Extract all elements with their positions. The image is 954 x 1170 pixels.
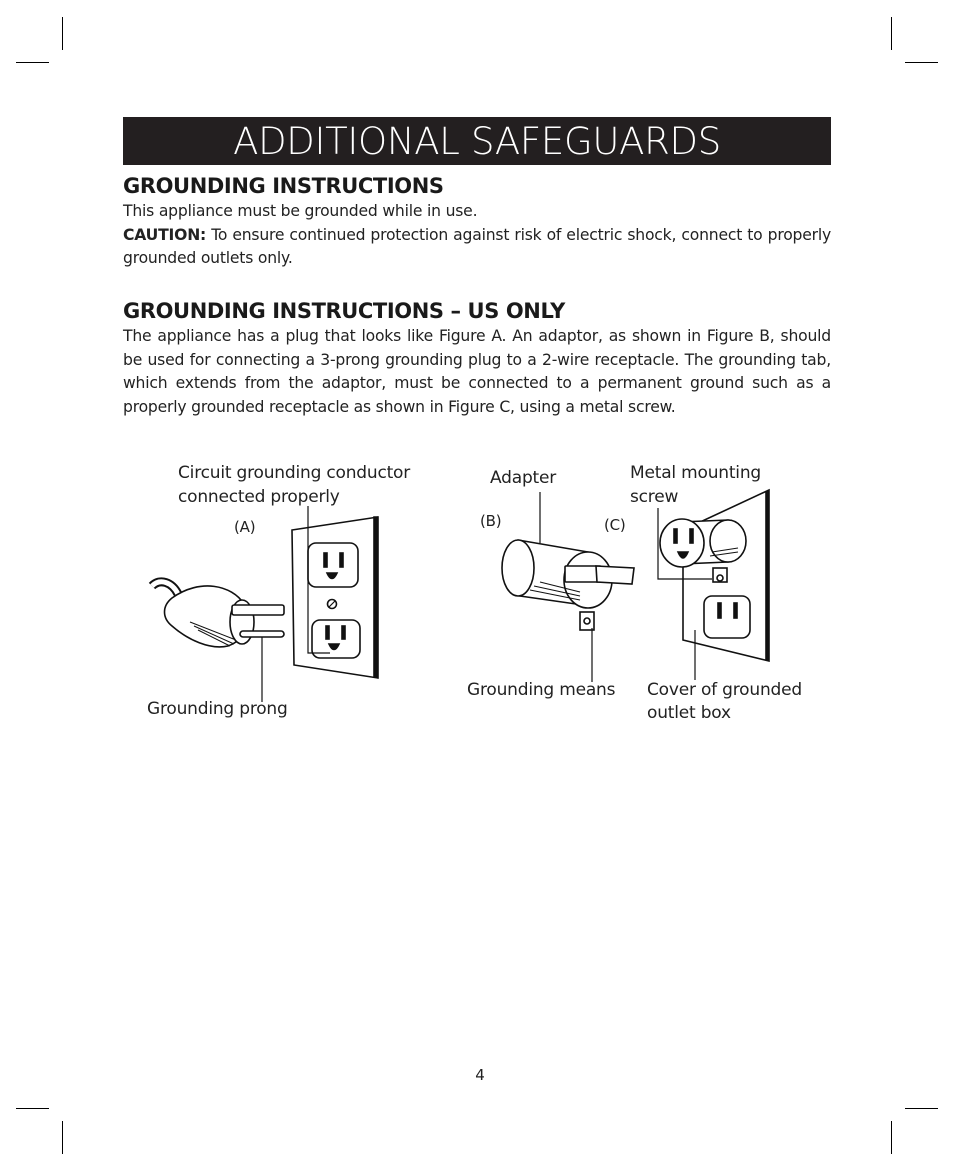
grounding-line: This appliance must be grounded while in use. xyxy=(123,202,478,220)
us-only-paragraph: The appliance has a plug that looks like Figure A. An adaptor, as shown in Figure B, should be used for connecting a 3-prong grounding plug to a 2-wire receptacle. The grounding tab, which extends from the adaptor, must be connected to a permanent ground such as a properly grounded receptacle as shown in Figure C, using a metal screw. xyxy=(123,327,831,416)
circuit-conductor-label-line2: connected properly xyxy=(178,487,340,507)
plug-illustration xyxy=(152,582,284,647)
outlet-cover-label: Cover of grounded xyxy=(647,680,802,700)
caution-body: To ensure continued protection against risk of electric shock, connect to properly grounded outlets only. xyxy=(123,225,831,267)
page-title-banner: ADDITIONAL SAFEGUARDS xyxy=(123,117,831,165)
grounding-means-label: Grounding means xyxy=(467,680,616,700)
caution-label: CAUTION: xyxy=(123,225,207,244)
outlet-cover-label-line2: outlet box xyxy=(647,703,731,723)
figure-c-label: (C) xyxy=(604,516,626,534)
figure-a-label: (A) xyxy=(234,518,256,536)
metal-screw-label-line2: screw xyxy=(630,487,679,507)
adapter-illustration xyxy=(502,540,634,630)
circuit-conductor-label: Circuit grounding conductor xyxy=(178,463,411,483)
adapter-label: Adapter xyxy=(490,468,557,488)
figure-b-label: (B) xyxy=(480,512,502,530)
wall-outlet-a xyxy=(292,517,378,678)
section-heading-us-only: GROUNDING INSTRUCTIONS – US ONLY xyxy=(123,299,565,323)
section-heading-grounding: GROUNDING INSTRUCTIONS xyxy=(123,174,444,198)
grounding-prong-label: Grounding prong xyxy=(147,699,288,719)
metal-screw-label: Metal mounting xyxy=(630,463,762,483)
wall-outlet-c xyxy=(660,490,769,661)
page-number: 4 xyxy=(475,1066,485,1084)
